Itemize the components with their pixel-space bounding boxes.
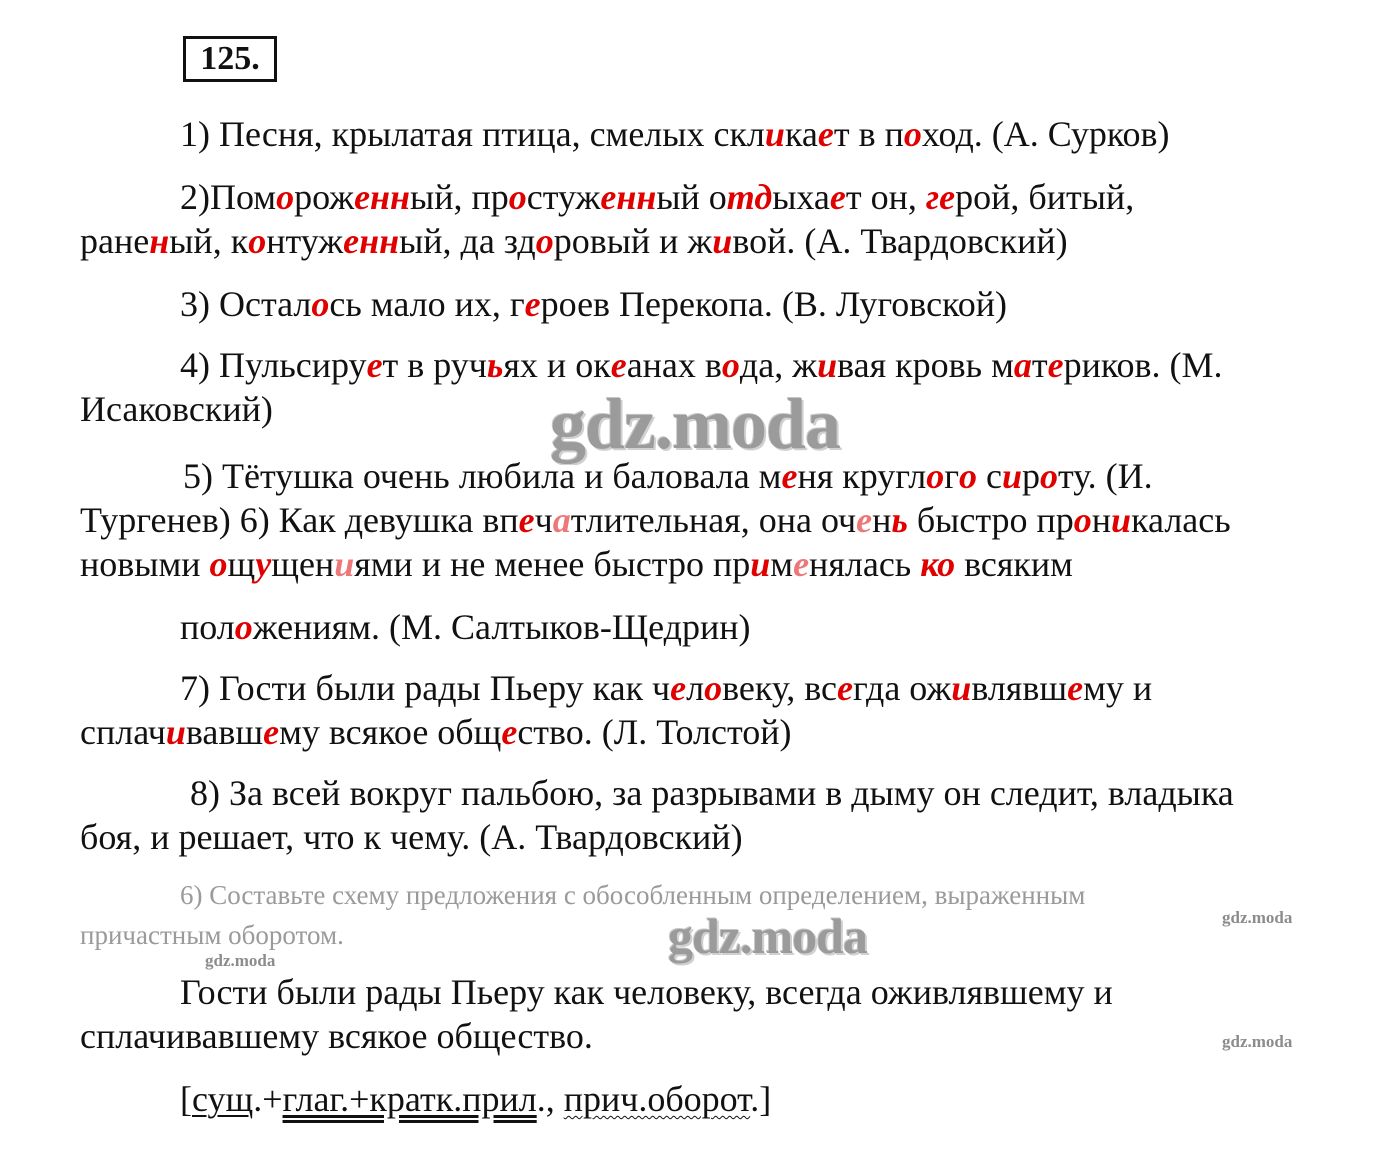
scheme-subject: сущ xyxy=(192,1079,254,1119)
sentence-3: 3) Осталось мало их, героев Перекопа. (В. Луговской) xyxy=(180,284,1007,324)
task-line-1: 6) Составьте схему предложения с обособленным определением, выраженным xyxy=(180,880,1086,910)
watermark-small-2: gdz.moda xyxy=(205,951,276,970)
sentence-6-line-1: Тургенев) 6) Как девушка впечатлительная, она очень быстро проникалась xyxy=(80,500,1231,540)
answer-line-2: сплачивавшему всякое общество. xyxy=(80,1016,593,1056)
sentence-7-line-1: 7) Гости были рады Пьеру как человеку, всегда оживлявшему и xyxy=(180,668,1153,708)
sentence-8-line-2: боя, и решает, что к чему. (А. Твардовский) xyxy=(80,817,743,857)
sentence-scheme: [сущ.+глаг.+кратк.прил., прич.оборот.] xyxy=(180,1079,772,1119)
sentence-2-line-1: 2)Помороженный, простуженный отдыхает он, герой, битый, xyxy=(180,177,1135,217)
sentence-6-line-3: положениям. (М. Салтыков-Щедрин) xyxy=(180,607,751,647)
sentence-4-line-2: Исаковский) xyxy=(80,389,273,429)
sentence-4-line-1: 4) Пульсирует в ручьях и океанах вода, живая кровь материков. (М. xyxy=(180,345,1223,385)
sentence-6-line-2: новыми ощущениями и не менее быстро применялась ко всяким xyxy=(80,544,1073,584)
watermark-logo: gdz.moda xyxy=(550,384,841,464)
watermark-small-1: gdz.moda xyxy=(1222,908,1293,927)
watermark-logo-2: gdz.moda xyxy=(668,908,867,964)
scheme-participle-phrase: прич.оборот xyxy=(563,1079,751,1119)
exercise-number-box: 125. xyxy=(183,36,277,82)
sentence-7-line-2: сплачивавшему всякое общество. (Л. Толстой) xyxy=(80,712,792,752)
sentence-5-line-1: 5) Тётушка очень любила и баловала меня круглого сироту. (И. xyxy=(183,456,1153,496)
sentence-2-line-2: раненый, контуженный, да здоровый и живой. (А. Твардовский) xyxy=(80,221,1068,261)
scheme-predicate: глаг.+кратк.прил xyxy=(282,1079,537,1119)
sentence-8-line-1: 8) За всей вокруг пальбою, за разрывами в дыму он следит, владыка xyxy=(190,773,1234,813)
task-line-2: причастным оборотом. xyxy=(80,920,344,950)
watermark-small-3: gdz.moda xyxy=(1222,1032,1293,1051)
sentence-1: 1) Песня, крылатая птица, смелых скликает в поход. (А. Сурков) xyxy=(180,114,1170,154)
answer-line-1: Гости были рады Пьеру как человеку, всегда оживлявшему и xyxy=(180,972,1113,1012)
